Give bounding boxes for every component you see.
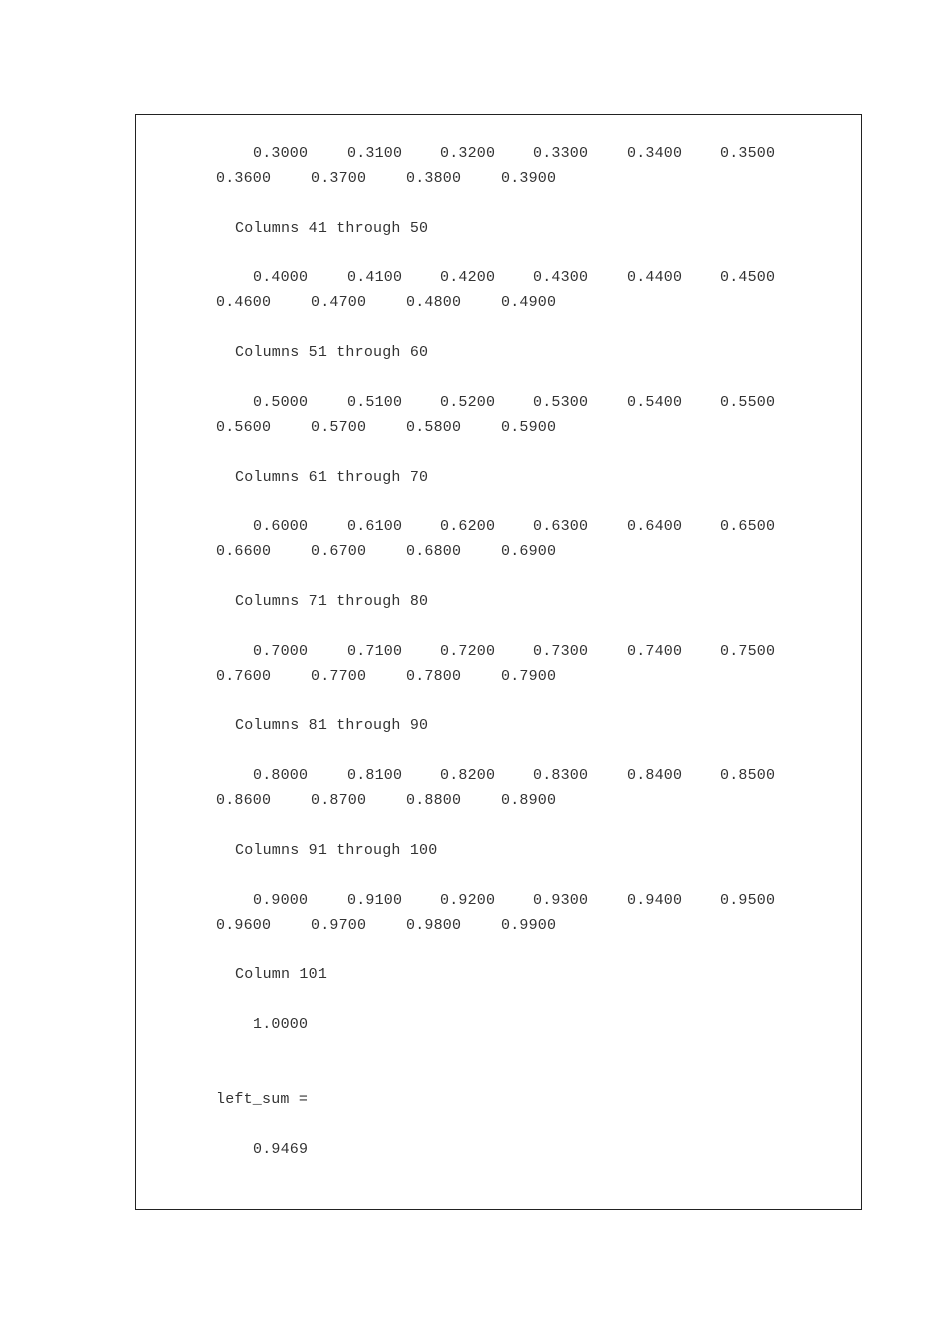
matrix-value: 0.6600 <box>216 543 272 561</box>
blank-line <box>216 565 836 590</box>
blank-line <box>216 814 836 839</box>
matrix-value: 0.3200 <box>440 145 496 162</box>
matrix-value: 0.9800 <box>406 916 462 934</box>
matrix-value: 0.3500 <box>720 145 776 162</box>
blank-line <box>216 316 836 341</box>
matrix-value: 0.7900 <box>501 667 557 685</box>
blank-line <box>216 490 836 515</box>
blank-line <box>216 192 836 217</box>
matrix-value: 0.7600 <box>216 667 272 685</box>
matrix-value: 0.8400 <box>627 767 683 785</box>
columns-header-text: Columns 91 through 100 <box>235 841 438 859</box>
columns-header <box>216 341 836 366</box>
matrix-value: 0.8000 <box>253 767 309 785</box>
value-row <box>216 266 836 291</box>
matrix-value: 0.8200 <box>440 767 496 785</box>
matrix-value: 0.6500 <box>720 518 776 536</box>
value-row-continued <box>216 291 836 316</box>
blank-line <box>216 242 836 267</box>
matlab-output <box>216 142 836 1163</box>
matrix-value: 0.8100 <box>347 767 403 785</box>
columns-header-text: Column 101 <box>235 966 328 984</box>
matrix-value: 0.9000 <box>253 891 309 909</box>
blank-line <box>216 739 836 764</box>
value-row <box>216 764 836 789</box>
value-row-continued <box>216 914 836 939</box>
matrix-value: 0.5100 <box>347 393 403 411</box>
columns-header <box>216 590 836 615</box>
value-row <box>216 391 836 416</box>
matrix-value: 0.3800 <box>406 169 462 187</box>
matrix-value: 0.4600 <box>216 294 272 312</box>
result-value <box>216 1138 836 1163</box>
matrix-value: 0.3000 <box>253 145 309 162</box>
matrix-value: 0.5600 <box>216 418 272 436</box>
matrix-value: 0.8900 <box>501 792 557 810</box>
blank-line <box>216 366 836 391</box>
matrix-value: 0.9200 <box>440 891 496 909</box>
matrix-value: 0.6300 <box>533 518 589 536</box>
columns-header <box>216 466 836 491</box>
value-row <box>216 515 836 540</box>
matrix-value: 0.4800 <box>406 294 462 312</box>
matrix-value: 0.5400 <box>627 393 683 411</box>
result-value-text: 0.9469 <box>253 1140 309 1158</box>
blank-line <box>216 615 836 640</box>
matrix-value: 0.3400 <box>627 145 683 162</box>
columns-header <box>216 217 836 242</box>
matrix-value: 0.7500 <box>720 642 776 660</box>
matrix-value: 0.4300 <box>533 269 589 287</box>
matrix-value: 0.7400 <box>627 642 683 660</box>
matrix-value: 0.9400 <box>627 891 683 909</box>
matrix-value: 0.4100 <box>347 269 403 287</box>
blank-line <box>216 939 836 964</box>
blank-line <box>216 864 836 889</box>
matrix-value: 0.8300 <box>533 767 589 785</box>
matrix-value: 0.3300 <box>533 145 589 162</box>
matrix-value: 0.5500 <box>720 393 776 411</box>
matrix-value: 0.5200 <box>440 393 496 411</box>
blank-line <box>216 988 836 1013</box>
matrix-value: 0.8800 <box>406 792 462 810</box>
matrix-value: 0.4900 <box>501 294 557 312</box>
matrix-value: 0.7300 <box>533 642 589 660</box>
matrix-value: 0.3600 <box>216 169 272 187</box>
matrix-value: 0.7000 <box>253 642 309 660</box>
matrix-value: 0.9700 <box>311 916 367 934</box>
matrix-value: 0.5300 <box>533 393 589 411</box>
matrix-value: 0.9900 <box>501 916 557 934</box>
matrix-value: 0.9100 <box>347 891 403 909</box>
matrix-value: 0.6400 <box>627 518 683 536</box>
blank-line <box>216 1063 836 1088</box>
matrix-value: 0.9300 <box>533 891 589 909</box>
value-row <box>216 889 836 914</box>
value-row <box>216 640 836 665</box>
matrix-value: 0.4500 <box>720 269 776 287</box>
columns-header-text: Columns 81 through 90 <box>235 717 429 735</box>
blank-line <box>216 1113 836 1138</box>
matrix-value: 0.5000 <box>253 393 309 411</box>
matrix-value: 0.3100 <box>347 145 403 162</box>
columns-header <box>216 963 836 988</box>
matrix-value: 0.6900 <box>501 543 557 561</box>
matrix-value: 0.8500 <box>720 767 776 785</box>
blank-line <box>216 441 836 466</box>
matrix-value: 0.8600 <box>216 792 272 810</box>
columns-header <box>216 839 836 864</box>
matrix-value: 0.3900 <box>501 169 557 187</box>
matrix-value: 0.9500 <box>720 891 776 909</box>
matrix-value: 0.6800 <box>406 543 462 561</box>
matrix-value: 0.5900 <box>501 418 557 436</box>
matrix-value: 0.4000 <box>253 269 309 287</box>
value-row-continued <box>216 167 836 192</box>
result-variable-text: left_sum = <box>216 1090 309 1108</box>
matrix-value: 0.7800 <box>406 667 462 685</box>
matrix-value: 0.6700 <box>311 543 367 561</box>
matrix-value: 0.7100 <box>347 642 403 660</box>
columns-header-text: Columns 61 through 70 <box>235 468 429 486</box>
matrix-value: 0.6200 <box>440 518 496 536</box>
columns-header-text: Columns 51 through 60 <box>235 344 429 362</box>
value-row-continued <box>216 789 836 814</box>
columns-header-text: Columns 41 through 50 <box>235 219 429 237</box>
value-row <box>216 1013 836 1038</box>
matrix-value: 0.8700 <box>311 792 367 810</box>
columns-header-text: Columns 71 through 80 <box>235 593 429 611</box>
matrix-value: 0.4200 <box>440 269 496 287</box>
matrix-value: 1.0000 <box>253 1016 309 1034</box>
matrix-value: 0.5700 <box>311 418 367 436</box>
columns-header <box>216 714 836 739</box>
value-row-continued <box>216 540 836 565</box>
blank-line <box>216 690 836 715</box>
matrix-value: 0.7200 <box>440 642 496 660</box>
matrix-value: 0.6100 <box>347 518 403 536</box>
matrix-value: 0.4700 <box>311 294 367 312</box>
result-variable <box>216 1088 836 1113</box>
value-row-continued <box>216 665 836 690</box>
matrix-value: 0.4400 <box>627 269 683 287</box>
matrix-value: 0.9600 <box>216 916 272 934</box>
matrix-value: 0.5800 <box>406 418 462 436</box>
matrix-value: 0.7700 <box>311 667 367 685</box>
value-row-continued <box>216 416 836 441</box>
blank-line <box>216 1038 836 1063</box>
value-row <box>216 142 836 167</box>
matrix-value: 0.6000 <box>253 518 309 536</box>
matrix-value: 0.3700 <box>311 169 367 187</box>
